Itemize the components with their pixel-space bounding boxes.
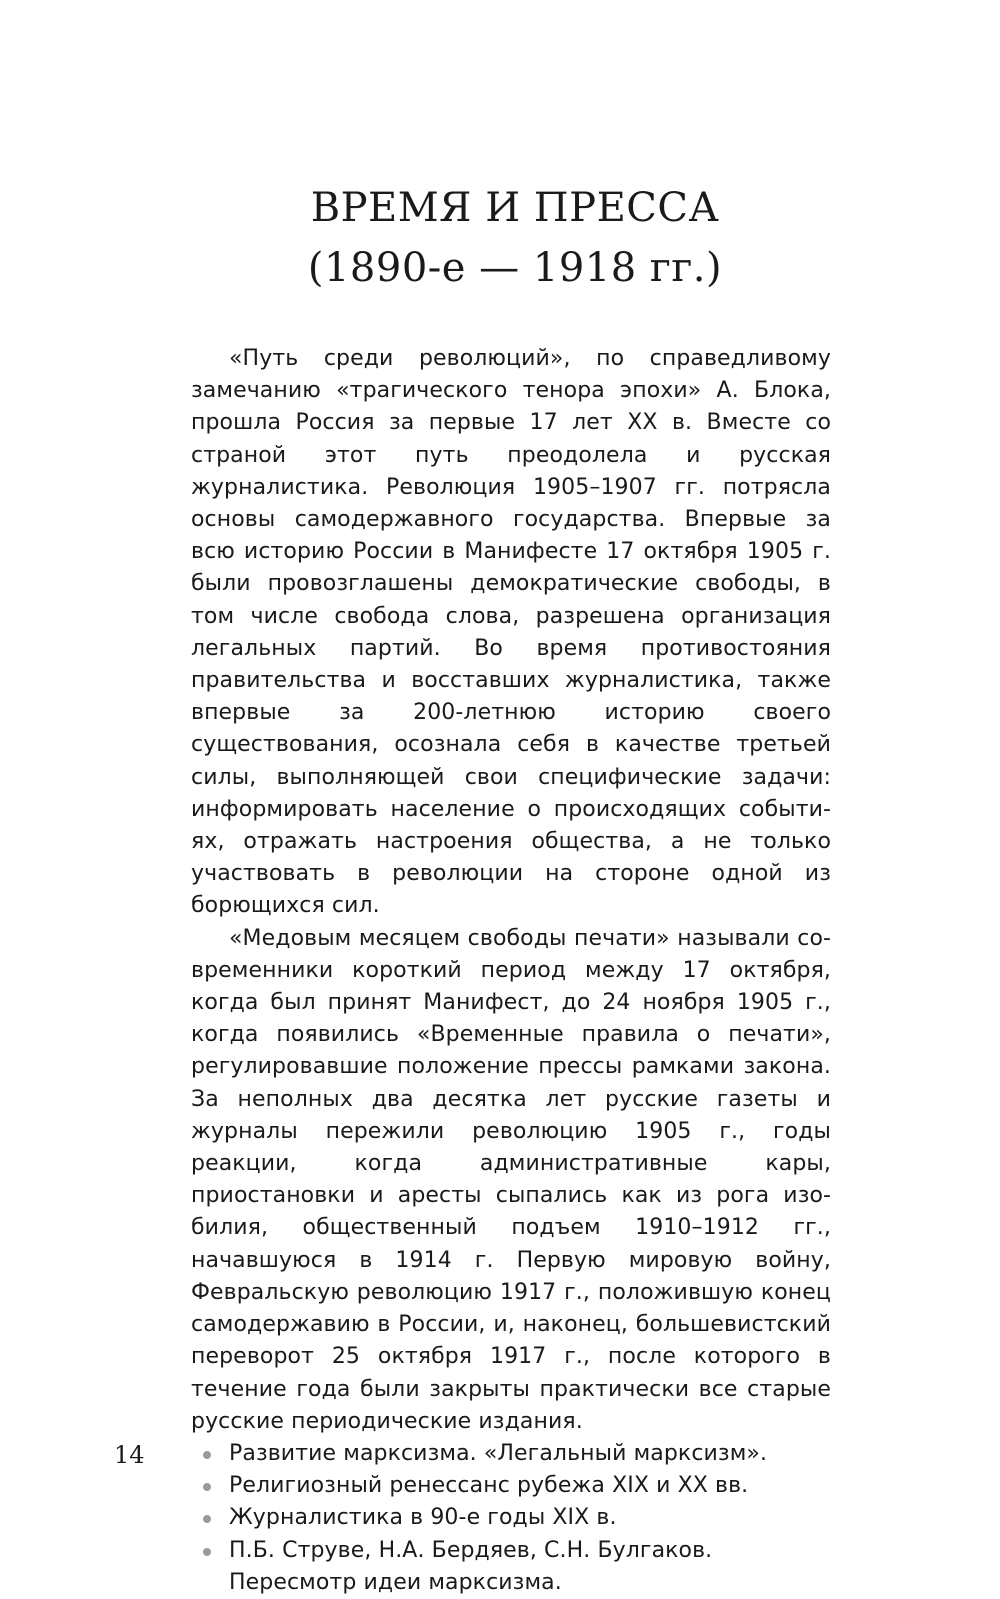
bullet-dot-icon (203, 1483, 211, 1491)
topic-text: П.Б. Струве, Н.А. Бердяев, С.Н. Булгаков. Пересмотр идеи марксизма. (229, 1537, 713, 1595)
chapter-body (191, 343, 831, 1599)
topic-text: Религиозный ренессанс рубежа XIX и XX вв. (229, 1473, 749, 1499)
topic-item (191, 1470, 831, 1502)
paragraph-1: «Путь среди революций», по справедливому замечанию «трагического тенора эпохи» А. Блока, прошла Россия за первые 17 лет XX в. Вместе со страной этот путь преодолела и русская журналистика. Революция 1905–1907 гг. потрясла основы самодержавного государства. Впервые за всю историю России в Манифесте 17 октября 1905 г. были провозглашены демократические свободы, в том числе свобода слова, разрешена организация легальных партий. Во время противостояния правительства и восставших журналистика, также впервые за 200-летнюю историю своего существования, осознала себя в качестве третьей силы, выполняющей свои специфические задачи: информировать население о происходящих событиях, отражать настроения общества, а не только участвовать в революции на стороне одной из борющихся сил. (191, 346, 831, 919)
chapter-title-line-1: ВРЕМЯ И ПРЕССА (310, 185, 720, 231)
topic-list (191, 1438, 831, 1599)
topic-item (191, 1438, 831, 1470)
bullet-dot-icon (203, 1451, 211, 1459)
topic-item (191, 1502, 831, 1534)
bullet-dot-icon (203, 1548, 211, 1556)
topic-text: Журналистика в 90-е годы XIX в. (229, 1505, 617, 1531)
paragraph-2: «Медовым месяцем свободы печати» называли современники короткий период между 17 октября, когда был принят Манифест, до 24 ноября 1905 г., когда появились «Временные правила о печати», регулировавшие положение прессы рамками закона. За неполных два десятка лет русские газеты и журналы пережили революцию 1905 г., годы реакции, когда административные кары, приостановки и аресты сыпались как из рога изобилия, общественный подъем 1910–1912 гг., начавшуюся в 1914 г. Первую мировую войну, Февральскую революцию 1917 г., положившую конец самодержавию в России, и, наконец, большевистский переворот 25 октября 1917 г., после которого в течение года были закрыты практически все старые русские периодические издания. (191, 925, 831, 1434)
chapter-title-line-2: (1890-е — 1918 гг.) (307, 245, 723, 291)
topic-text: Развитие марксизма. «Легальный марксизм». (229, 1440, 768, 1466)
bullet-dot-icon (203, 1515, 211, 1523)
page-number: 14 (114, 1441, 145, 1469)
chapter-title (0, 178, 1000, 298)
topic-item (191, 1535, 831, 1599)
